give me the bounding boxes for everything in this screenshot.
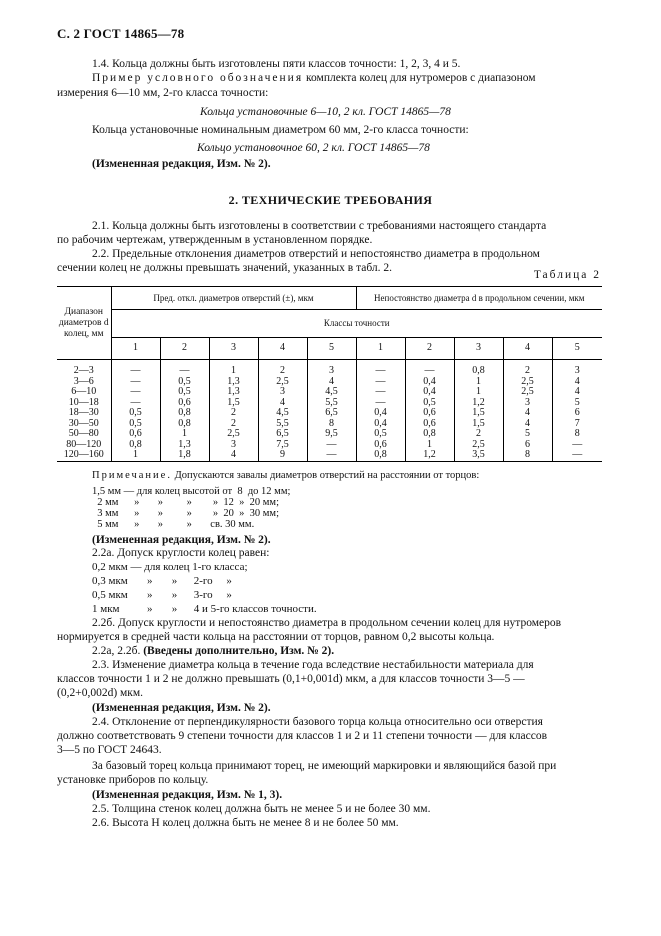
value-cell: 0,5 xyxy=(160,377,209,388)
amendment-note: (Измененная редакция, Изм. № 2). xyxy=(92,534,271,546)
value-cell: 0,8 xyxy=(454,360,503,377)
class-number-cell: 3 xyxy=(209,338,258,360)
value-cell: — xyxy=(356,360,405,377)
value-cell: 8 xyxy=(552,429,602,440)
value-cell: 2,5 xyxy=(209,429,258,440)
value-cell: 1,2 xyxy=(405,450,454,461)
value-cell: 6,5 xyxy=(258,429,307,440)
value-cell: 4 xyxy=(552,377,602,388)
clause-2-4-line-2: должно соответствовать 9 степени точности для классов 1 и 2 и 11 степени точности — для классов xyxy=(57,730,548,742)
rings-60-designation: Кольцо установочное 60, 2 кл. ГОСТ 14865—78 xyxy=(197,142,430,154)
value-cell: 4,5 xyxy=(307,387,356,398)
value-cell: 3,5 xyxy=(454,450,503,461)
base-end-line-2: установке приборов по кольцу. xyxy=(57,774,209,786)
value-cell: 0,5 xyxy=(405,398,454,409)
added-text: (Введены дополнительно, Изм. № 2). xyxy=(143,645,335,657)
value-cell: 0,8 xyxy=(160,419,209,430)
value-cell: 0,8 xyxy=(111,440,160,451)
value-cell: 0,5 xyxy=(111,419,160,430)
value-cell: 2,5 xyxy=(503,377,552,388)
clause-2-4-line-1: 2.4. Отклонение от перпендикулярности базового торца кольца относительно оси отверстия xyxy=(92,716,543,728)
page-header: С. 2 ГОСТ 14865—78 xyxy=(57,26,185,41)
value-cell: — xyxy=(160,360,209,377)
rings-60-text: Кольца установочные номинальным диаметром 60 мм, 2-го класса точности: xyxy=(92,124,469,136)
value-cell: 0,8 xyxy=(160,408,209,419)
example-lead: Пример условного обозначения xyxy=(92,72,304,84)
value-cell: 0,5 xyxy=(111,408,160,419)
value-cell: 0,4 xyxy=(405,377,454,388)
clause-2-2-line-2: сечении колец не должны превышать значений, указанных в табл. 2. xyxy=(57,262,393,274)
value-cell: — xyxy=(111,360,160,377)
value-cell: 1,3 xyxy=(209,387,258,398)
value-cell: 7 xyxy=(552,419,602,430)
clause-2-2b-line-1: 2.2б. Допуск круглости и непостоянство диаметра в продольном сечении колец для нутромеров xyxy=(92,617,562,629)
value-cell: 0,6 xyxy=(405,408,454,419)
value-cell: 1 xyxy=(209,360,258,377)
header-range: Диапазон диаметров d колец, мм xyxy=(57,287,111,360)
value-cell: 3 xyxy=(307,360,356,377)
class-number-cell: 2 xyxy=(160,338,209,360)
header-variation: Непостоянство диаметра d в продольном сечении, мкм xyxy=(356,287,602,310)
tolerance-table xyxy=(57,286,602,462)
value-cell: 1 xyxy=(160,429,209,440)
value-cell: 1,5 xyxy=(454,408,503,419)
value-cell: 1,5 xyxy=(209,398,258,409)
value-cell: 1 xyxy=(454,377,503,388)
amendment-note-13: (Измененная редакция, Изм. № 1, 3). xyxy=(92,789,283,801)
value-cell: 4 xyxy=(209,450,258,461)
note-line-3: 3 мм » » » » 20 » 30 мм; xyxy=(92,508,279,519)
value-cell: — xyxy=(111,398,160,409)
added-ref: 2.2а, 2.2б. xyxy=(92,645,144,657)
table-caption: Таблица 2 xyxy=(533,269,601,281)
class-number-cell: 3 xyxy=(454,338,503,360)
range-cell: 30—50 xyxy=(68,417,99,429)
value-cell: 6,5 xyxy=(307,408,356,419)
value-cell: 9,5 xyxy=(307,429,356,440)
value-cell: 3 xyxy=(209,440,258,451)
note-text: Допускаются завалы диаметров отверстий на расстоянии от торцов: xyxy=(171,470,480,481)
value-cell: 1,3 xyxy=(160,440,209,451)
clause-2-5: 2.5. Толщина стенок колец должна быть не менее 5 и не более 30 мм. xyxy=(92,803,431,815)
value-cell: 2 xyxy=(209,408,258,419)
clause-2-1-line-2: по рабочим чертежам, утвержденным в установленном порядке. xyxy=(57,234,373,246)
value-cell: 0,8 xyxy=(405,429,454,440)
header-classes: Классы точности xyxy=(111,310,602,338)
table-row xyxy=(57,450,602,461)
value-cell: 0,8 xyxy=(356,450,405,461)
value-cell: — xyxy=(307,440,356,451)
clause-2-2a-line-1: 0,2 мкм — для колец 1-го класса; xyxy=(92,561,248,573)
example-line-1 xyxy=(92,72,536,85)
value-cell: 0,6 xyxy=(111,429,160,440)
value-cell: 2,5 xyxy=(258,377,307,388)
example-designation: Кольца установочные 6—10, 2 кл. ГОСТ 14865—78 xyxy=(200,106,451,118)
clause-2-3-line-1: 2.3. Изменение диаметра кольца в течение года вследствие нестабильности материала для xyxy=(92,659,534,671)
value-cell: — xyxy=(552,440,602,451)
range-cell: 6—10 xyxy=(71,386,97,397)
value-cell: 4,5 xyxy=(258,408,307,419)
class-number-cell: 2 xyxy=(405,338,454,360)
value-cell: 8 xyxy=(503,450,552,461)
value-cell: 6 xyxy=(503,440,552,451)
table-row xyxy=(57,429,602,440)
value-cell: — xyxy=(405,360,454,377)
value-cell: — xyxy=(356,377,405,388)
value-cell: 3 xyxy=(503,398,552,409)
value-cell: 0,6 xyxy=(405,419,454,430)
value-cell: 0,4 xyxy=(405,387,454,398)
note-line-1: 1,5 мм — для колец высотой от 8 до 12 мм; xyxy=(92,486,291,497)
note-lead: Примечание. xyxy=(92,470,172,481)
value-cell: 1 xyxy=(111,450,160,461)
table-row xyxy=(57,360,602,377)
table-row xyxy=(57,408,602,419)
value-cell: 8 xyxy=(307,419,356,430)
class-number-cell: 1 xyxy=(111,338,160,360)
clause-2-2a-line-2: 0,3 мкм » » 2-го » xyxy=(92,575,232,587)
clause-2-2a-line-4: 1 мкм » » 4 и 5-го классов точности. xyxy=(92,603,317,615)
value-cell: — xyxy=(111,377,160,388)
value-cell: 0,6 xyxy=(356,440,405,451)
value-cell: 1 xyxy=(405,440,454,451)
value-cell: 0,4 xyxy=(356,419,405,430)
value-cell: 5 xyxy=(503,429,552,440)
note-line-4: 5 мм » » » св. 30 мм. xyxy=(92,519,255,530)
class-number-cell: 5 xyxy=(307,338,356,360)
value-cell: 2,5 xyxy=(454,440,503,451)
clause-2-4-line-3: 3—5 по ГОСТ 24643. xyxy=(57,744,162,756)
range-cell: 2—3 xyxy=(73,365,94,376)
clause-2-3-line-2: классов точности 1 и 2 не должно превышать (0,1+0,001d) мкм, а для классов точности 3—5 — xyxy=(57,673,525,685)
value-cell: — xyxy=(356,387,405,398)
value-cell: 4 xyxy=(503,419,552,430)
table-row xyxy=(57,387,602,398)
clause-2-3-line-3: (0,2+0,002d) мкм. xyxy=(57,687,144,699)
value-cell: 4 xyxy=(503,408,552,419)
value-cell: 9 xyxy=(258,450,307,461)
value-cell: 2 xyxy=(454,429,503,440)
value-cell: 1,5 xyxy=(454,419,503,430)
value-cell: 0,5 xyxy=(356,429,405,440)
table-note xyxy=(92,469,479,482)
value-cell: 3 xyxy=(258,387,307,398)
note-line-2: 2 мм » » » » 12 » 20 мм; xyxy=(92,497,279,508)
value-cell: 0,5 xyxy=(160,387,209,398)
clause-2-2a-title: 2.2а. Допуск круглости колец равен: xyxy=(92,547,270,559)
value-cell: 1,3 xyxy=(209,377,258,388)
amendment-note: (Измененная редакция, Изм. № 2). xyxy=(92,702,271,714)
value-cell: 4 xyxy=(552,387,602,398)
value-cell: 1,8 xyxy=(160,450,209,461)
range-cell: 3—6 xyxy=(73,375,94,387)
clause-2-2a-line-3: 0,5 мкм » » 3-го » xyxy=(92,589,232,601)
value-cell: — xyxy=(552,450,602,461)
value-cell: 0,4 xyxy=(356,408,405,419)
range-cell: 18—30 xyxy=(68,407,99,418)
value-cell: 5,5 xyxy=(258,419,307,430)
section-title: 2. ТЕХНИЧЕСКИЕ ТРЕБОВАНИЯ xyxy=(228,193,433,207)
value-cell: 1,2 xyxy=(454,398,503,409)
value-cell: 2 xyxy=(503,360,552,377)
value-cell: — xyxy=(307,450,356,461)
example-rest: комплекта колец для нутромеров с диапазоном xyxy=(303,72,536,84)
clause-2-2b-line-2: нормируется в средней части кольца на расстоянии от торцов, равном 0,2 высоты кольца. xyxy=(57,631,495,643)
value-cell: 2,5 xyxy=(503,387,552,398)
range-cell: 50—80 xyxy=(68,428,99,439)
header-deviation: Пред. откл. диаметров отверстий (±), мкм xyxy=(111,287,356,310)
added-note xyxy=(92,645,334,658)
class-number-cell: 4 xyxy=(258,338,307,360)
value-cell: 6 xyxy=(552,408,602,419)
clause-2-2-line-1: 2.2. Предельные отклонения диаметров отверстий и непостоянство диаметра в продольном xyxy=(92,248,540,260)
value-cell: 4 xyxy=(307,377,356,388)
class-number-cell: 4 xyxy=(503,338,552,360)
value-cell: 7,5 xyxy=(258,440,307,451)
value-cell: 1 xyxy=(454,387,503,398)
value-cell: 5 xyxy=(552,398,602,409)
clause-2-1-line-1: 2.1. Кольца должны быть изготовлены в соответствии с требованиями настоящего стандарта xyxy=(92,220,547,232)
value-cell: 2 xyxy=(209,419,258,430)
range-cell: 10—18 xyxy=(68,396,99,408)
value-cell: 4 xyxy=(258,398,307,409)
clause-1-4: 1.4. Кольца должны быть изготовлены пяти классов точности: 1, 2, 3, 4 и 5. xyxy=(92,58,461,70)
range-cell: 120—160 xyxy=(57,450,111,461)
range-cell: 80—120 xyxy=(66,438,102,450)
value-cell: — xyxy=(111,387,160,398)
example-line-2: измерения 6—10 мм, 2-го класса точности: xyxy=(57,87,269,99)
clause-2-6: 2.6. Высота H колец должна быть не менее 8 и не более 50 мм. xyxy=(92,817,399,829)
base-end-line-1: За базовый торец кольца принимают торец, не имеющий маркировки и являющийся базой при xyxy=(92,760,557,772)
value-cell: 2 xyxy=(258,360,307,377)
class-number-cell: 5 xyxy=(552,338,602,360)
amendment-note: (Измененная редакция, Изм. № 2). xyxy=(92,158,271,170)
value-cell: 3 xyxy=(552,360,602,377)
value-cell: 5,5 xyxy=(307,398,356,409)
value-cell: — xyxy=(356,398,405,409)
value-cell: 0,6 xyxy=(160,398,209,409)
class-number-cell: 1 xyxy=(356,338,405,360)
